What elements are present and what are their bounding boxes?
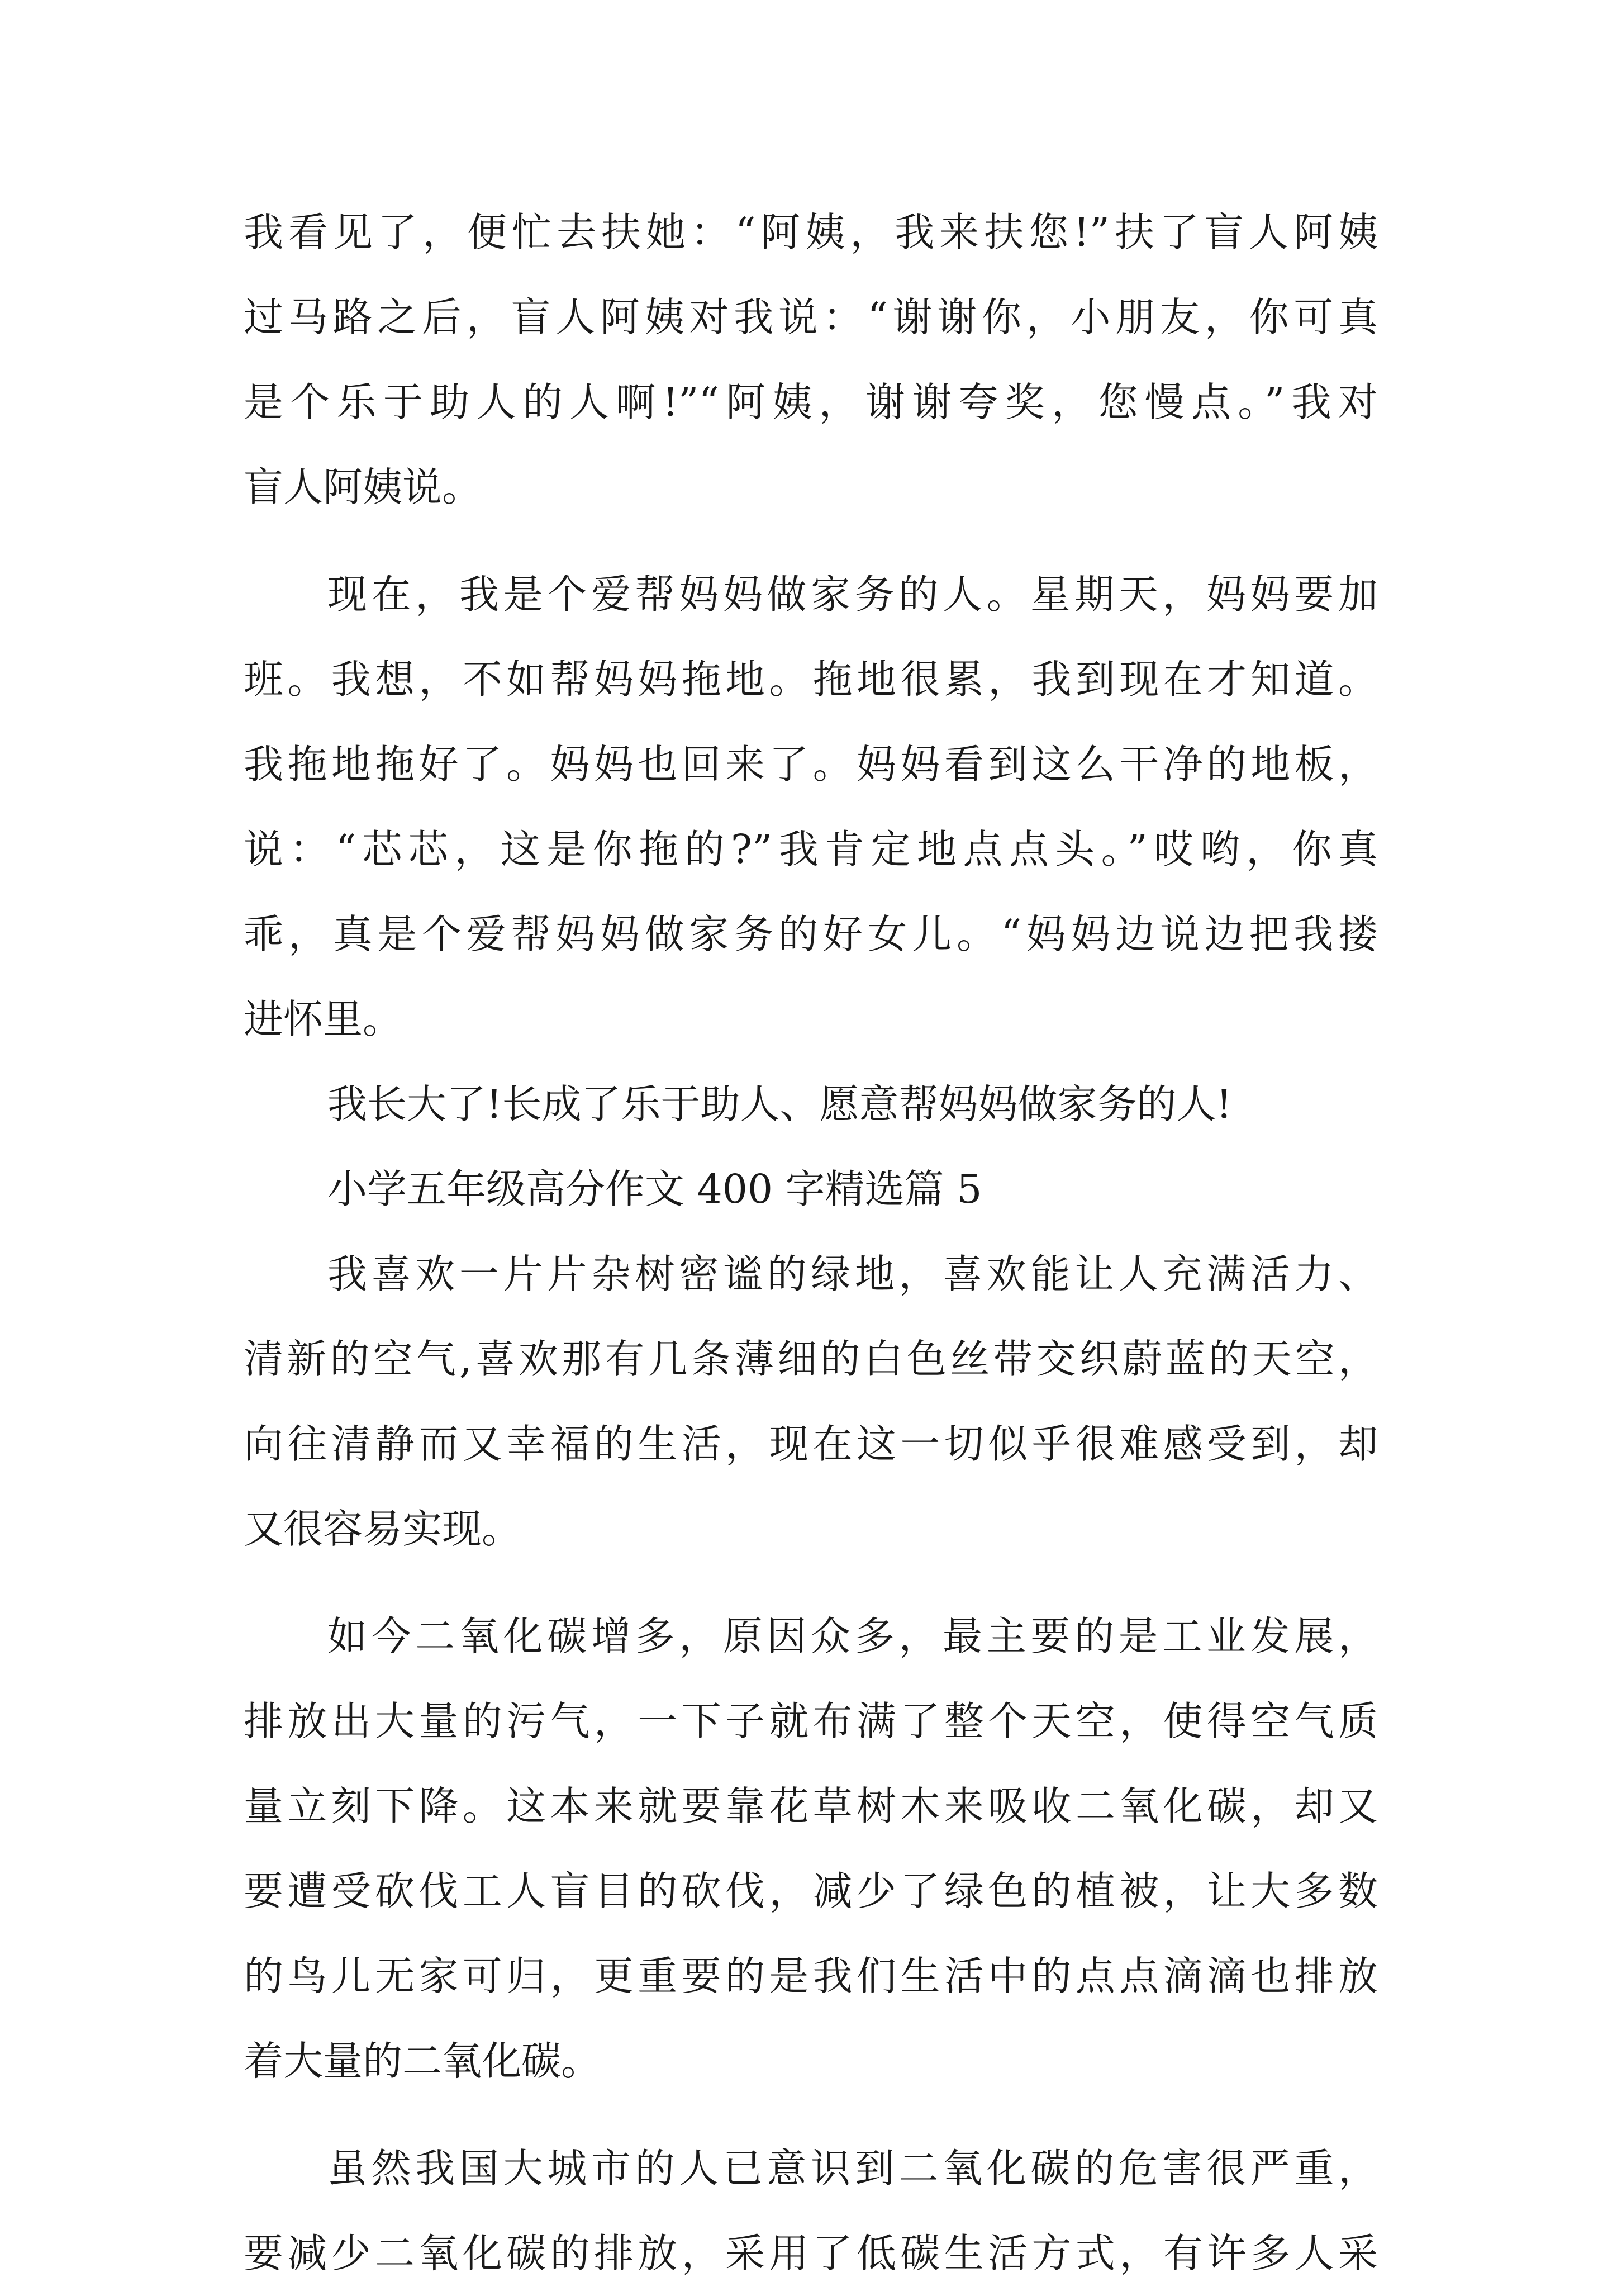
text-line: 向往清静而又幸福的生活，现在这一切似乎很难感受到，却 (244, 1421, 1378, 1467)
text-line: 的鸟儿无家可归，更重要的是我们生活中的点点滴滴也排放 (244, 1953, 1378, 1999)
text-line: 要遭受砍伐工人盲目的砍伐，减少了绿色的植被，让大多数 (244, 1868, 1378, 1914)
text-line: 我看见了，便忙去扶她：“阿姨，我来扶您!”扶了盲人阿姨 (244, 209, 1378, 255)
text-line: 进怀里。 (244, 996, 403, 1042)
paragraph-first-line: 现在，我是个爱帮妈妈做家务的人。星期天，妈妈要加 (327, 571, 1378, 618)
text-line: 排放出大量的污气，一下子就布满了整个天空，使得空气质 (244, 1698, 1378, 1744)
text-line: 着大量的二氧化碳。 (244, 2038, 601, 2084)
text-line: 乖，真是个爱帮妈妈做家务的好女儿。“妈妈边说边把我搂 (244, 911, 1378, 957)
text-line: 我拖地拖好了。妈妈也回来了。妈妈看到这么干净的地板， (244, 741, 1378, 788)
text-line: 清新的空气,喜欢那有几条薄细的白色丝带交织蔚蓝的天空， (244, 1336, 1378, 1382)
paragraph-first-line: 虽然我国大城市的人已意识到二氧化碳的危害很严重， (327, 2145, 1378, 2191)
section-heading: 小学五年级高分作文 400 字精选篇 5 (327, 1166, 982, 1212)
text-line: 说：“芯芯，这是你拖的?”我肯定地点点头。”哎哟，你真 (244, 826, 1378, 872)
paragraph-first-line: 我长大了!长成了乐于助人、愿意帮妈妈做家务的人! (327, 1081, 1233, 1127)
text-line: 班。我想，不如帮妈妈拖地。拖地很累，我到现在才知道。 (244, 656, 1378, 703)
paragraph-gap (244, 2104, 1378, 2126)
text-line: 盲人阿姨说。 (244, 464, 482, 510)
paragraph-first-line: 如今二氧化碳增多，原因众多，最主要的是工业发展， (327, 1613, 1378, 1659)
paragraph-first-line: 我喜欢一片片杂树密谧的绿地，喜欢能让人充满活力、 (327, 1251, 1378, 1297)
paragraph-gap (244, 530, 1378, 552)
paragraph-gap (244, 1572, 1378, 1594)
text-line: 过马路之后，盲人阿姨对我说：“谢谢你，小朋友，你可真 (244, 294, 1378, 340)
essay-body (244, 190, 1378, 2296)
text-line: 是个乐于助人的人啊!”“阿姨，谢谢夸奖，您慢点。”我对 (244, 379, 1378, 425)
text-line: 要减少二氧化碳的排放，采用了低碳生活方式，有许多人采 (244, 2230, 1378, 2276)
text-line: 量立刻下降。这本来就要靠花草树木来吸收二氧化碳，却又 (244, 1783, 1378, 1829)
text-line: 又很容易实现。 (244, 1506, 522, 1552)
